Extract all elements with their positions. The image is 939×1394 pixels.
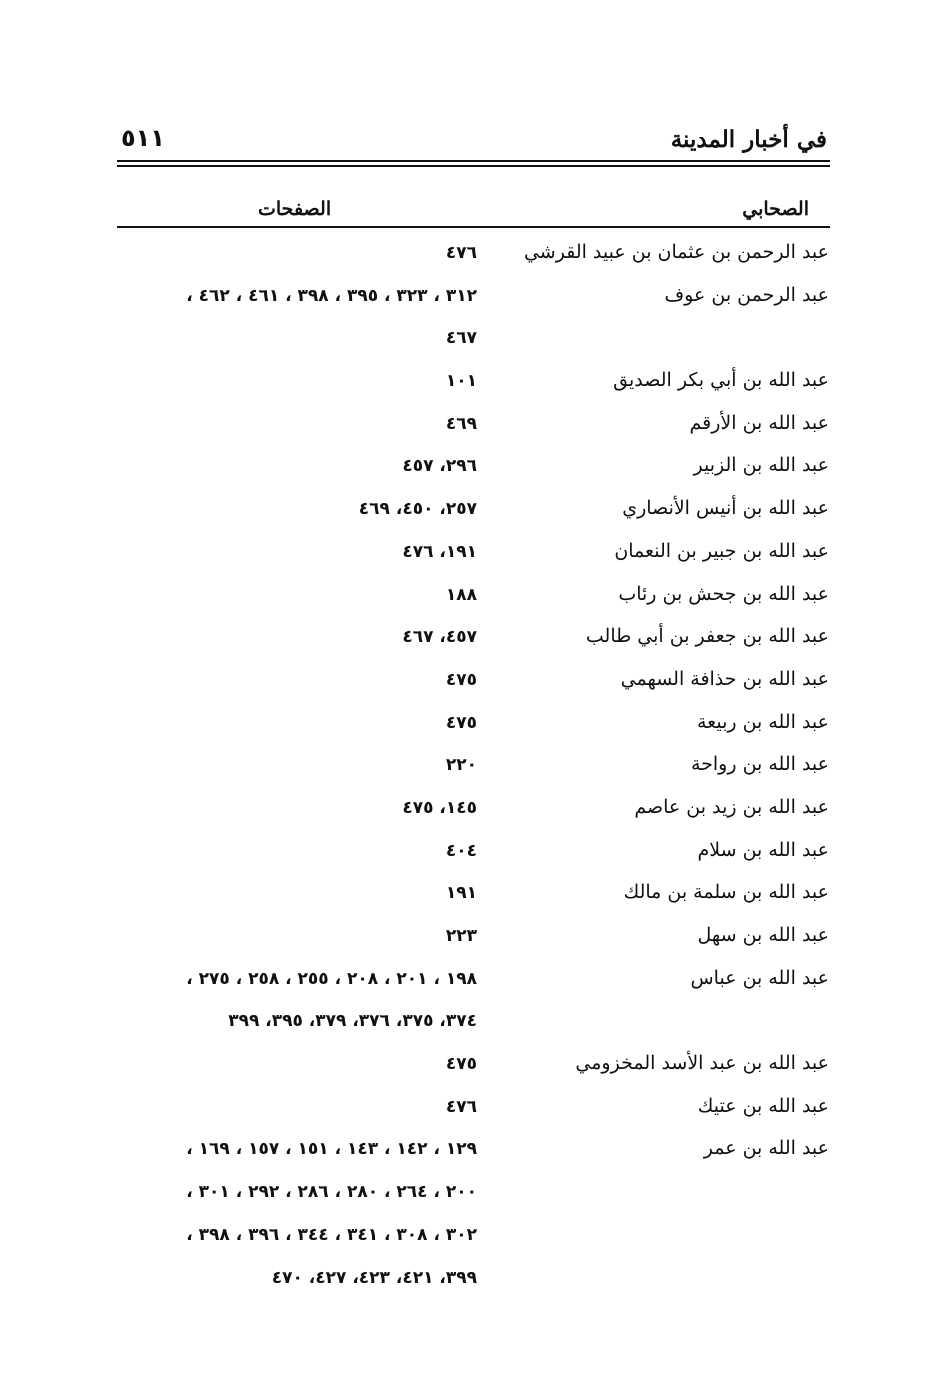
index-row	[0, 577, 939, 620]
page-refs: ٤٦٩	[445, 413, 477, 434]
index-row	[0, 1089, 939, 1132]
column-header-companion: الصحابي	[742, 198, 809, 220]
page-refs: ١٠١	[445, 371, 477, 392]
index-row	[0, 1046, 939, 1089]
companion-name: عبد الله بن عبد الأسد المخزومي	[575, 1052, 829, 1075]
companion-name: عبد الله بن أبي بكر الصديق	[613, 369, 829, 392]
companion-name: عبد الله بن الأرقم	[689, 411, 829, 434]
page-refs: ٢٩٦، ٤٥٧	[402, 456, 477, 477]
page-refs: ١٤٥، ٤٧٥	[402, 797, 477, 818]
companion-name: عبد الله بن سهل	[697, 924, 829, 946]
companion-name: عبد الرحمن بن عثمان بن عبيد القرشي	[523, 241, 829, 263]
page-refs: ٤٧٥	[445, 712, 477, 733]
index-row	[0, 705, 939, 748]
page-refs: ٢٢٠	[445, 755, 477, 776]
page-refs: ٣٩٩، ٤٢١، ٤٢٣، ٤٢٧، ٤٧٠	[271, 1267, 477, 1288]
page-refs: ٤٠٤	[445, 840, 477, 861]
companion-name: عبد الله بن حذافة السهمي	[620, 667, 829, 690]
page-refs: ١٢٩ ، ١٤٢ ، ١٤٣ ، ١٥١ ، ١٥٧ ، ١٦٩ ،	[186, 1139, 477, 1160]
page-refs: ٢٢٣	[445, 926, 477, 946]
page-refs: ٤٧٥	[445, 669, 477, 690]
page-refs: ٤٧٦	[445, 1096, 477, 1117]
index-row	[0, 1260, 939, 1303]
page-refs: ٢٥٧، ٤٥٠، ٤٦٩	[358, 499, 477, 520]
index-row	[0, 448, 939, 491]
index-row	[0, 534, 939, 577]
page-refs: ٣٠٢ ، ٣٠٨ ، ٣٤١ ، ٣٤٤ ، ٣٩٦ ، ٣٩٨ ،	[186, 1224, 477, 1245]
companion-name: عبد الله بن جعفر بن أبي طالب	[585, 625, 829, 648]
companion-name: عبد الله بن رواحة	[690, 753, 829, 776]
index-row	[0, 1174, 939, 1217]
index-table	[0, 235, 939, 1302]
index-row	[0, 363, 939, 406]
index-row	[0, 875, 939, 918]
index-row	[0, 235, 939, 278]
page-refs: ٤٧٦	[445, 243, 477, 263]
index-row	[0, 406, 939, 449]
companion-name: عبد الله بن جحش بن رئاب	[618, 582, 829, 605]
page-refs: ٣٧٤، ٣٧٥، ٣٧٦، ٣٧٩، ٣٩٥، ٣٩٩	[228, 1011, 477, 1032]
page-number: ٥١١	[121, 124, 165, 152]
index-row	[0, 790, 939, 833]
page-refs: ١٩٨ ، ٢٠١ ، ٢٠٨ ، ٢٥٥ ، ٢٥٨ ، ٢٧٥ ،	[186, 968, 477, 989]
page-refs: ١٩١، ٤٧٦	[402, 541, 477, 562]
column-header-pages: الصفحات	[258, 198, 332, 220]
page-refs: ٣١٢ ، ٣٢٣ ، ٣٩٥ ، ٣٩٨ ، ٤٦١ ، ٤٦٢ ،	[186, 285, 477, 306]
companion-name: عبد الله بن ربيعة	[696, 710, 829, 733]
index-row	[0, 662, 939, 705]
column-header-rule	[117, 226, 830, 228]
page-refs: ٤٦٧	[445, 328, 477, 349]
index-row	[0, 747, 939, 790]
header-rule-top	[117, 160, 830, 162]
header-rule-bottom	[117, 165, 830, 167]
companion-name: عبد الله بن سلام	[697, 838, 829, 861]
index-row	[0, 320, 939, 363]
index-row	[0, 1131, 939, 1174]
companion-name: عبد الله بن عمر	[703, 1137, 829, 1160]
companion-name: عبد الله بن جبير بن النعمان	[614, 539, 829, 562]
index-row	[0, 619, 939, 662]
companion-name: عبد الله بن الزبير	[693, 454, 829, 477]
index-row	[0, 278, 939, 321]
index-row	[0, 961, 939, 1004]
index-row	[0, 1003, 939, 1046]
page-refs: ٤٧٥	[445, 1054, 477, 1075]
index-row	[0, 491, 939, 534]
index-row	[0, 833, 939, 876]
companion-name: عبد الله بن عتيك	[697, 1094, 829, 1117]
page-refs: ٢٠٠ ، ٢٦٤ ، ٢٨٠ ، ٢٨٦ ، ٢٩٢ ، ٣٠١ ،	[186, 1182, 477, 1203]
page-refs: ١٨٨	[445, 584, 477, 605]
companion-name: عبد الله بن زيد بن عاصم	[634, 795, 829, 818]
running-title: في أخبار المدينة	[670, 126, 827, 153]
companion-name: عبد الرحمن بن عوف	[664, 283, 829, 306]
companion-name: عبد الله بن أنيس الأنصاري	[622, 497, 829, 520]
page-refs: ١٩١	[445, 883, 477, 904]
companion-name: عبد الله بن سلمة بن مالك	[623, 881, 829, 904]
page-refs: ٤٥٧، ٤٦٧	[402, 627, 477, 648]
index-row	[0, 1217, 939, 1260]
index-row	[0, 918, 939, 961]
companion-name: عبد الله بن عباس	[690, 966, 829, 989]
